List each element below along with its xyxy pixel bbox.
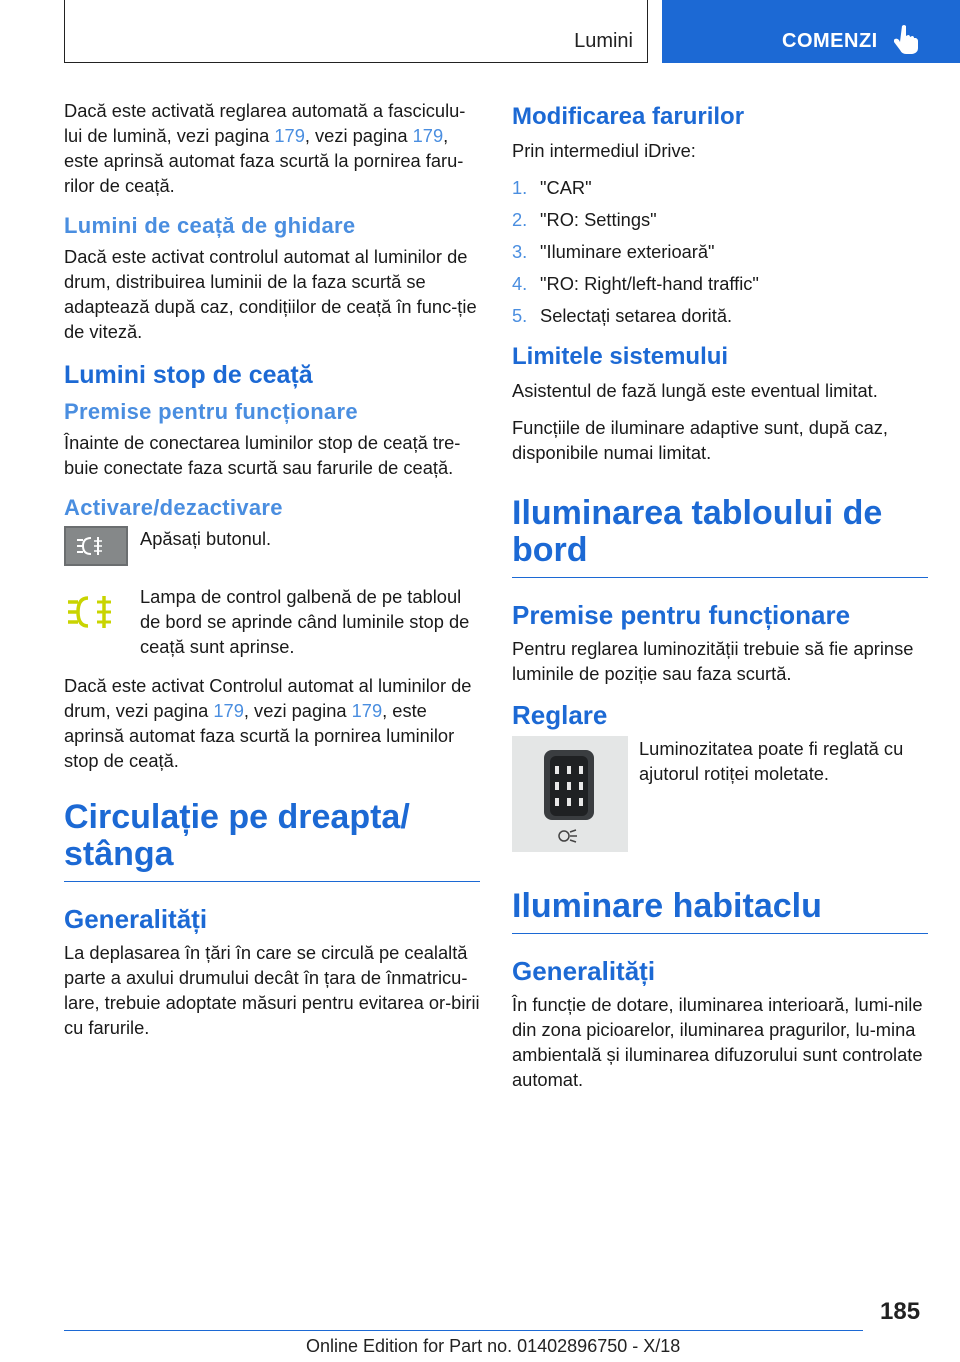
paragraph-generalitati: La deplasarea în țări în care se circulă pe cealaltă parte a axului drumului decât în țara de înmatricu-lare, trebuie adoptate măsuri pentru evitarea or-birii cu farurile. xyxy=(64,942,480,1038)
paragraph-idrive: Prin intermediul iDrive: xyxy=(512,140,696,161)
heading-limitele: Limitele sistemului xyxy=(512,343,729,370)
list-item: 2. "RO: Settings" xyxy=(512,209,657,230)
heading-reglare: Reglare xyxy=(512,700,608,730)
paragraph-generalitati-2: În funcție de dotare, iluminarea interioară, lumi-nile din zona picioarelor, iluminarea pragurilor, lu-mina ambientală și iluminarea difuzorului sunt controlate automat. xyxy=(512,994,923,1090)
fog-light-button-icon xyxy=(64,526,128,566)
paragraph-limit-1: Asistentul de fază lungă este eventual limitat. xyxy=(512,380,878,401)
paragraph-auto: Dacă este activat Controlul automat al luminilor de drum, vezi pagina 179, vezi pagina 179, este aprinsă automat faza scurtă la pornirea luminilor stop de ceață. xyxy=(64,675,472,771)
heading-premise-2: Premise pentru funcționare xyxy=(512,600,851,630)
list-item: 3. "Iluminare exterioară" xyxy=(512,241,715,262)
heading-habitaclu: Iluminare habitaclu xyxy=(512,888,928,934)
paragraph-limit-2: Funcțiile de iluminare adaptive sunt, după caz, disponibile numai limitat. xyxy=(512,417,888,463)
page-link[interactable]: 179 xyxy=(412,125,444,146)
heading-modificarea: Modificarea farurilor xyxy=(512,103,745,130)
heading-premise: Premise pentru funcționare xyxy=(64,399,358,424)
steps-list xyxy=(512,175,928,328)
paragraph-premise-2: Pentru reglarea luminozității trebuie să fie aprinse luminile de poziție sau faza scurtă. xyxy=(512,638,914,684)
list-item: 4. "RO: Right/left-hand traffic" xyxy=(512,273,759,294)
list-item: 1. "CAR" xyxy=(512,177,592,198)
heading-ghidare: Lumini de ceață de ghidare xyxy=(64,213,356,238)
dimmer-wheel-image xyxy=(512,736,628,852)
paragraph-lamp: Lampa de control galbenă de pe tabloul de bord se aprinde când luminile stop de ceață sunt aprinse. xyxy=(140,586,470,657)
header-section-box xyxy=(64,0,648,63)
page-link[interactable]: 179 xyxy=(351,700,383,721)
heading-circulatie: Circulație pe dreapta/ stânga xyxy=(64,799,480,882)
heading-activare: Activare/dezactivare xyxy=(64,495,283,520)
dimmer-row xyxy=(512,736,928,852)
section-title: Lumini xyxy=(574,30,633,52)
fog-lamp-indicator-icon xyxy=(64,584,128,640)
page-link[interactable]: 179 xyxy=(274,125,305,146)
heading-stop: Lumini stop de ceață xyxy=(64,361,313,389)
paragraph-intro: Dacă este activată reglarea automată a fasciculu-lui de lumină, vezi pagina 179, vezi pagina 179, este aprinsă automat faza scurtă la pornirea faru-rilor de ceață. xyxy=(64,100,466,196)
start-button[interactable] xyxy=(662,0,960,63)
page-link[interactable]: 179 xyxy=(213,700,244,721)
paragraph-press-button: Apăsați butonul. xyxy=(140,528,272,549)
pointing-hand-icon xyxy=(894,24,920,54)
left-column xyxy=(64,98,480,1052)
paragraph-reglare: Luminozitatea poate fi reglată cu ajutorul rotiței moletate. xyxy=(639,738,904,784)
button-row xyxy=(64,526,480,566)
heading-tablou: Iluminarea tabloului de bord xyxy=(512,495,928,578)
paragraph-premise: Înainte de conectarea luminilor stop de ceață tre-buie conectate faza scurtă sau farurile de ceață. xyxy=(64,432,461,478)
page-number: 185 xyxy=(880,1298,921,1325)
list-item: 5. Selectați setarea dorită. xyxy=(512,305,733,326)
heading-generalitati: Generalități xyxy=(64,904,208,934)
start-button-label: COMENZI xyxy=(782,30,878,52)
footer-divider xyxy=(64,1330,863,1331)
paragraph-ghidare: Dacă este activat controlul automat al luminilor de drum, distribuirea luminii de la faza scurtă se adaptează după caz, condițiilor de ceață în func-ție de viteză. xyxy=(64,246,477,342)
right-column xyxy=(512,98,928,1104)
heading-generalitati-2: Generalități xyxy=(512,956,656,986)
lamp-row xyxy=(64,584,480,659)
footer-edition: Online Edition for Part no. 01402896750 - X/18 xyxy=(306,1336,681,1356)
